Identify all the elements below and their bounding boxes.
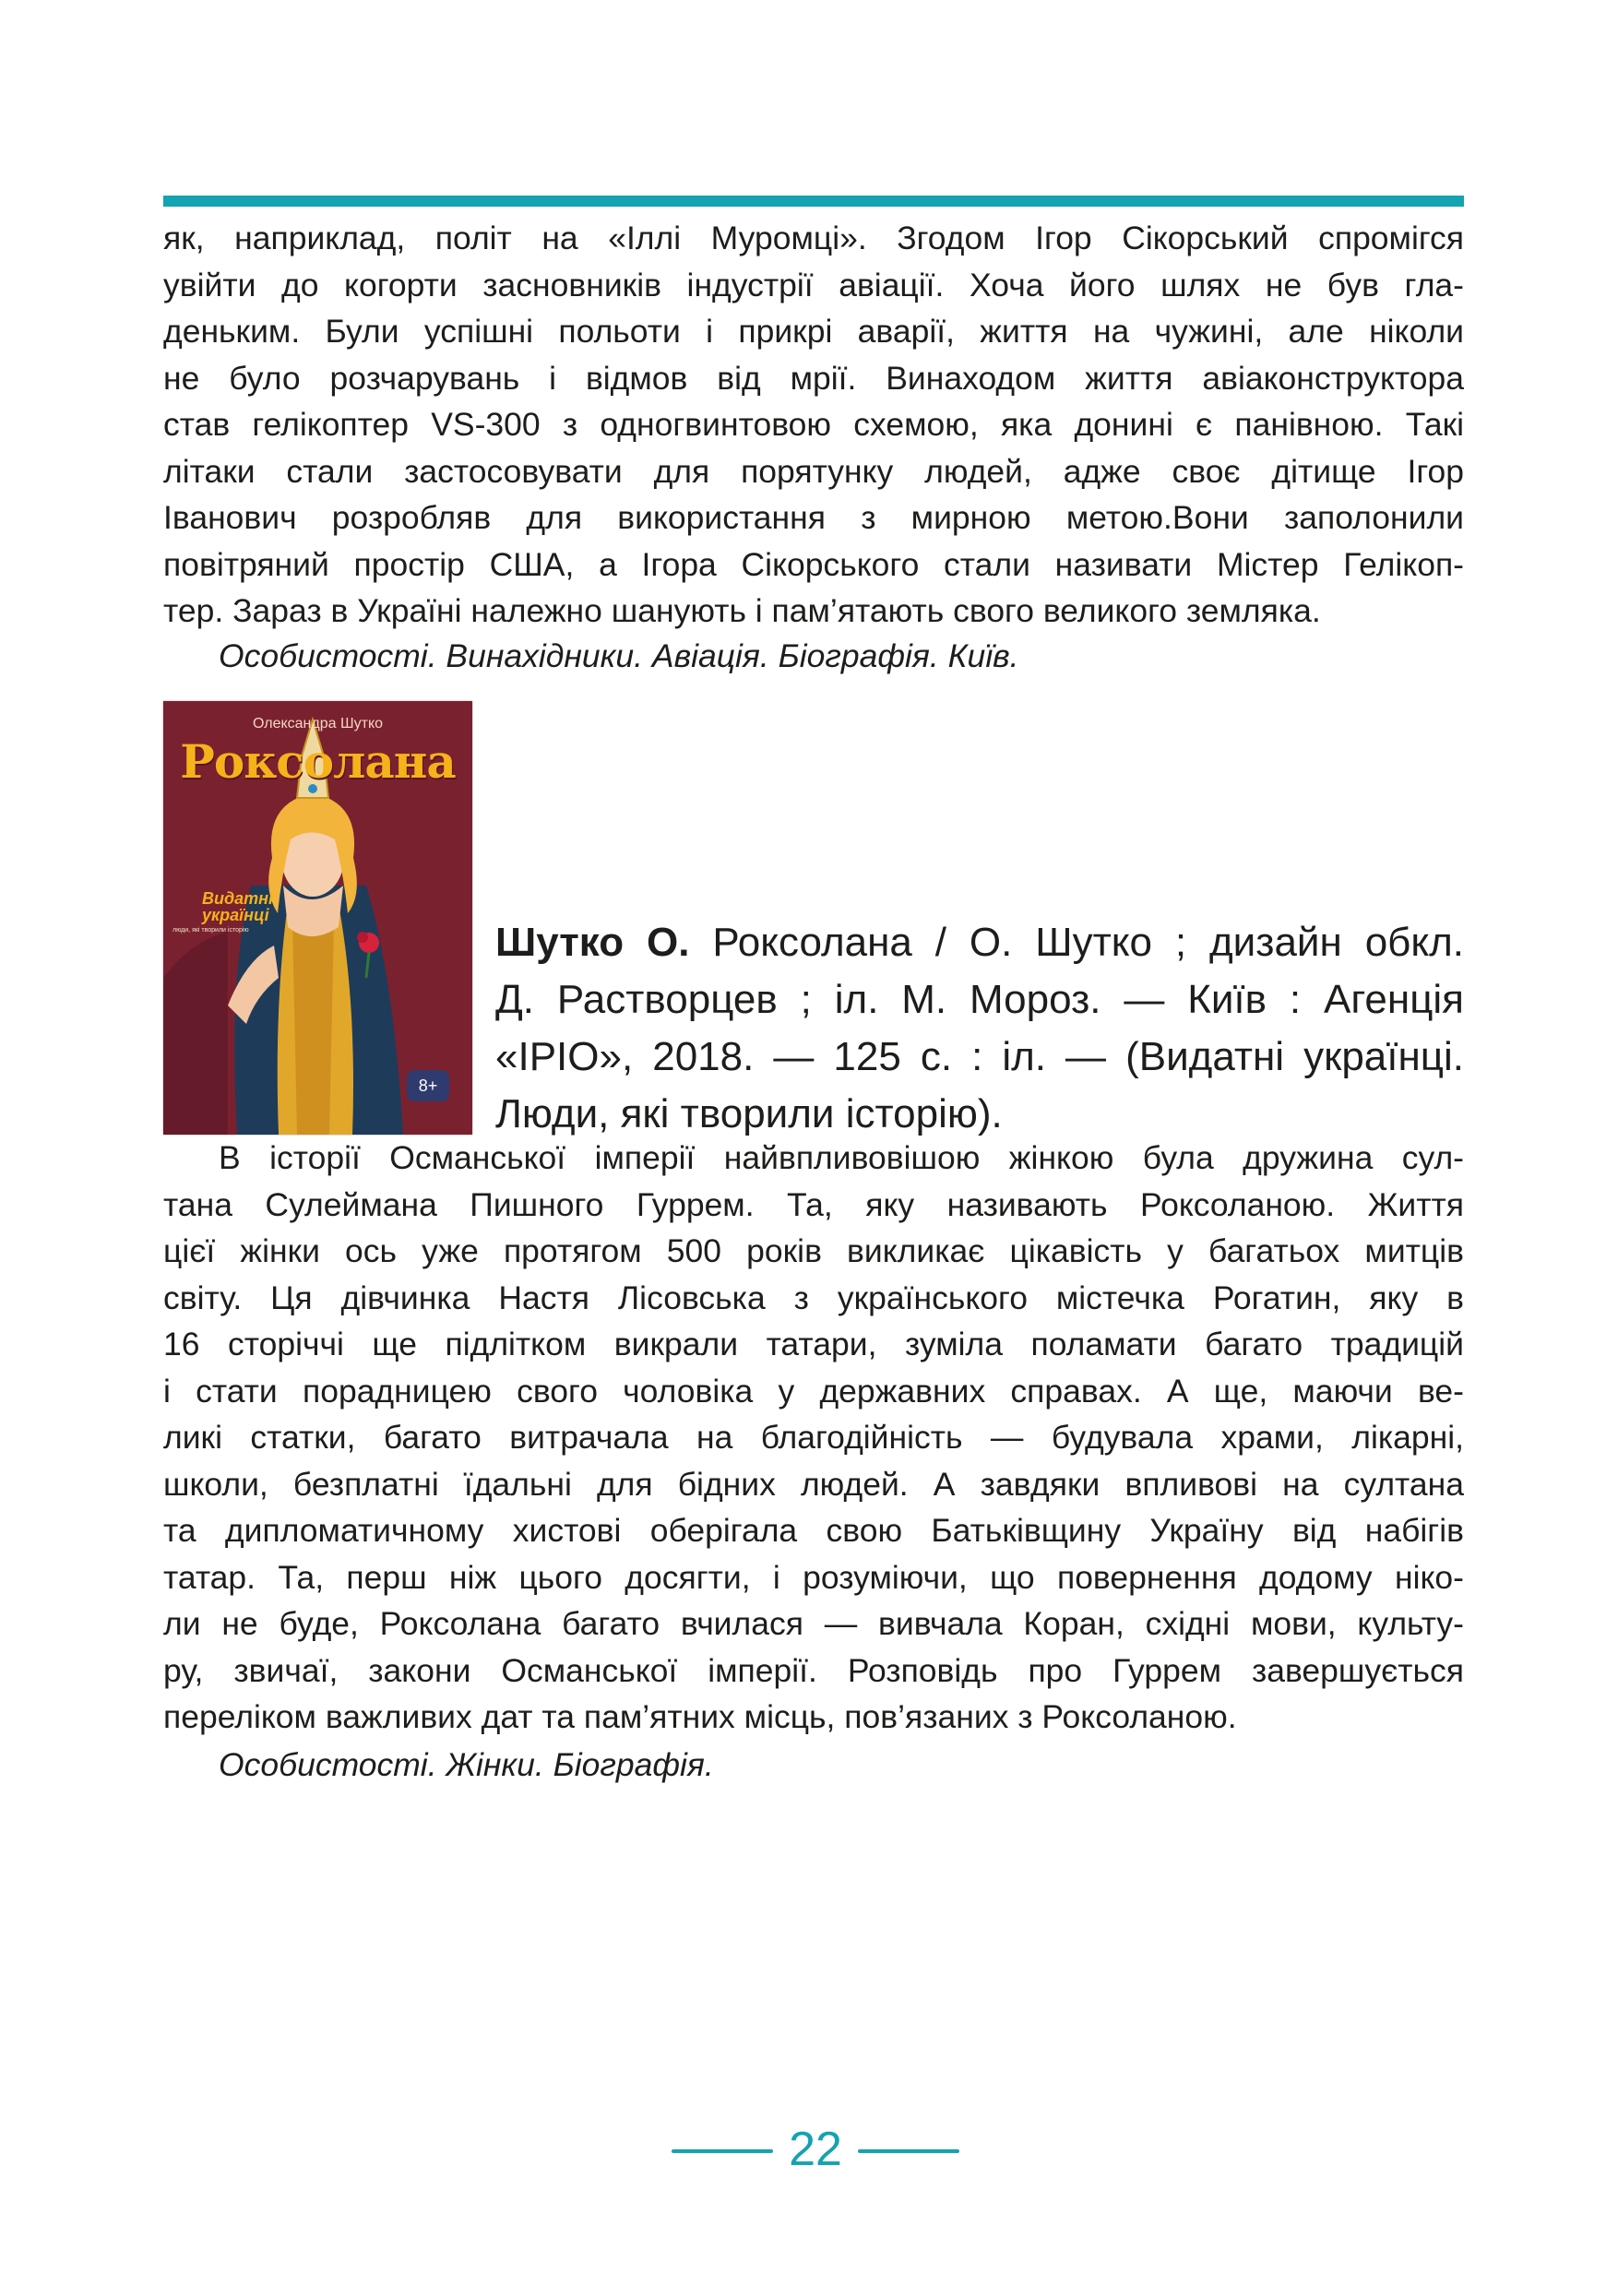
text-line: увійти до когорти засновників індустрії авіації. Хоча його шлях не був гла- [163,266,1464,303]
text-line: не було розчарувань і відмов від мрії. Винаходом життя авіаконструктора [163,359,1464,397]
text-line: та дипломатичному хистові оберігала свою Батьківщину Україну від набігів [163,1512,1464,1549]
age-rating-badge: 8+ [407,1070,449,1101]
book-cover-image [163,701,472,1135]
paragraph-roksolana [163,1135,1464,1741]
text-line: ли не буде, Роксолана багато вчилася — вивчала Коран, східні мови, культу- [163,1605,1464,1642]
text-line: цієї жінки ось уже протягом 500 років викликає цікавість у багатьох митців [163,1232,1464,1269]
text-line: повітряний простір США, а Ігора Сікорського стали називати Містер Гелікоп- [163,545,1464,583]
cover-author: Олександра Шутко [252,716,384,732]
cover-series-subtitle: люди, які творили історію [173,927,249,934]
cover-series-logo [173,890,283,934]
text-line: ру, звичаї, закони Османської імперії. Розповідь про Гуррем завершується [163,1651,1464,1689]
citation-line [495,914,1464,971]
text-line: світу. Ця дівчинка Настя Лісовська з українського містечка Рогатин, яку в [163,1279,1464,1316]
paragraph-sikorsky [163,215,1464,635]
text-line: 16 сторіччі ще підлітком викрали татари, зуміла поламати багато традицій [163,1326,1464,1362]
page-footer [0,2122,1618,2177]
keywords-sikorsky: Особистості. Винахідники. Авіація. Біографія. Київ. [219,637,1019,674]
citation-line: Люди, які творили історію). [495,1091,1003,1136]
citation-title: Роксолана / О. Шутко ; дизайн обкл. [689,920,1465,965]
text-line: став гелікоптер VS-300 з одногвинтовою схемою, яка донині є панівною. Такі [163,406,1464,443]
cover-title: Роксолана [180,734,456,789]
top-rule [163,196,1464,207]
text-line: Іванович розробляв для використання з мирною метою.Вони заполонили [163,499,1464,536]
citation-line: Д. Растворцев ; іл. М. Мороз. — Київ : Агенція [495,977,1464,1022]
text-line: В історії Османської імперії найвпливовішою жінкою була дружина сул- [219,1139,1464,1176]
page-number: 22 [789,2123,842,2176]
text-line: школи, безплатні їдальні для бідних людей. А завдяки впливові на султана [163,1465,1464,1503]
text-line: як, наприклад, політ на «Іллі Муромці». Згодом Ігор Сікорський спромігся [163,220,1464,256]
text-line: переліком важливих дат та пам’ятних місць, пов’язаних з Роксоланою. [163,1698,1237,1735]
text-line: ликі статки, багато витрачала на благодійність — будувала храми, лікарні, [163,1419,1464,1456]
footer-rule-right [858,2149,959,2153]
footer-rule-left [672,2149,773,2153]
text-line: татар. Та, перш ніж цього досягти, і розуміючи, що повернення додому ніко- [163,1558,1464,1596]
text-line: тер. Зараз в Україні належно шанують і пам’ятають свого великого земляка. [163,592,1321,629]
cover-series-title: Видатні українці [202,889,274,924]
citation-author: Шутко О. [495,920,690,965]
text-line: літаки стали застосовувати для порятунку людей, адже своє дітище Ігор [163,452,1464,490]
text-line: і стати порадницею свого чоловіка у державних справах. А ще, маючи ве- [163,1372,1464,1410]
text-line: тана Сулеймана Пишного Гуррем. Та, яку називають Роксоланою. Життя [163,1185,1464,1223]
keywords-roksolana: Особистості. Жінки. Біографія. [219,1746,714,1783]
citation-line: «ІРІО», 2018. — 125 с. : іл. — (Видатні українці. [495,1034,1464,1079]
book-citation [495,914,1464,1143]
text-line: деньким. Були успішні польоти і прикрі аварії, життя на чужині, але ніколи [163,313,1464,350]
